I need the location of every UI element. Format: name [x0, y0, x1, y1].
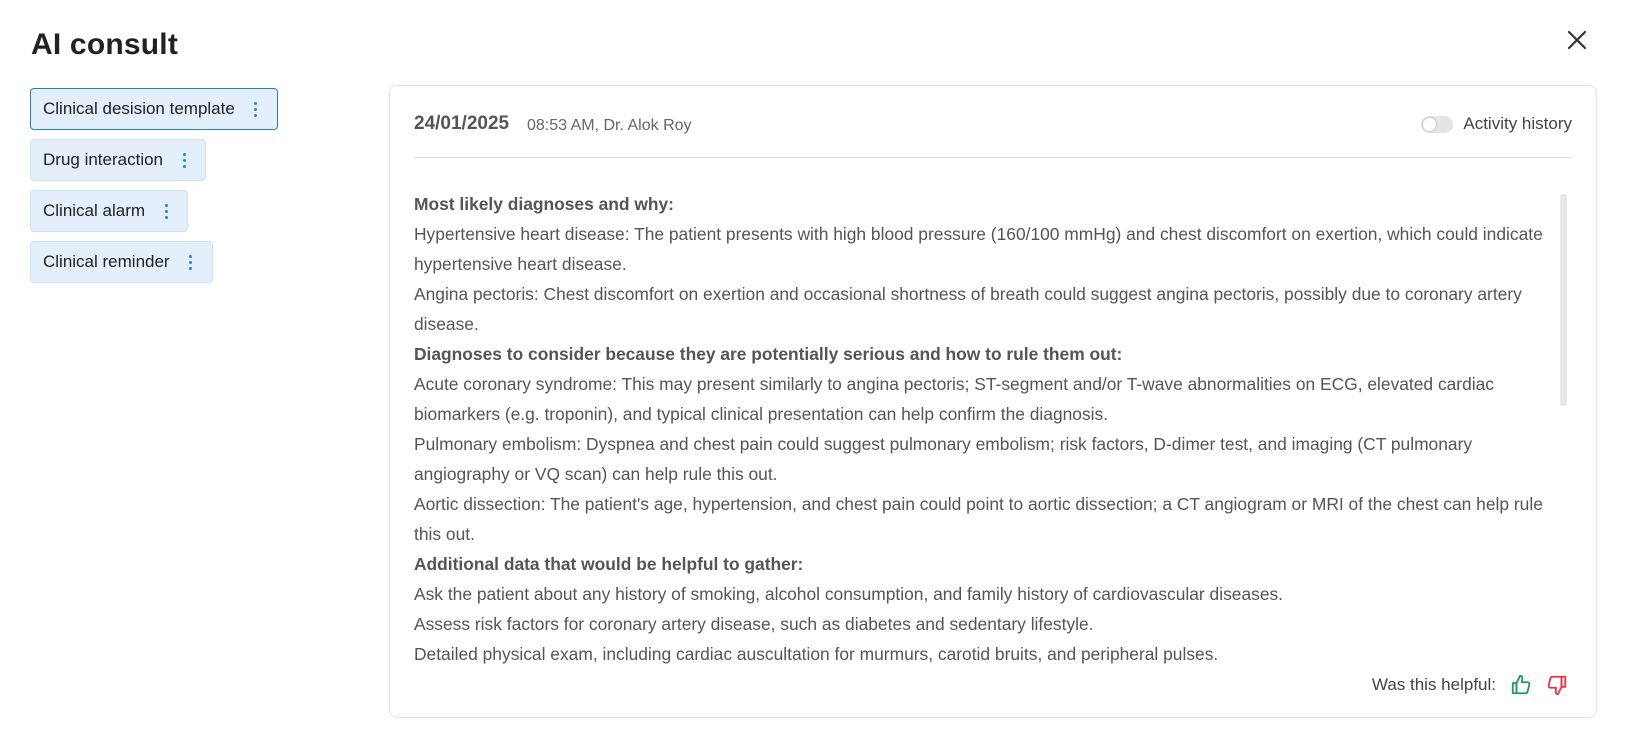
feedback-bar: [1372, 672, 1570, 698]
content-paragraph: Pulmonary embolism: Dyspnea and chest pain could suggest pulmonary embolism; risk factors, D-dimer test, and imaging (CT pulmonary angiography or VQ scan) can help rule this out.: [414, 434, 1473, 484]
content-paragraph: Aortic dissection: The patient's age, hypertension, and chest pain could point to aortic dissection; a CT angiogram or MRI of the chest can help rule this out.: [414, 494, 1543, 544]
consult-content[interactable]: [414, 189, 1549, 664]
content-heading: Diagnoses to consider because they are potentially serious and how to rule them out:: [414, 344, 1123, 364]
chip-label: Clinical reminder: [43, 252, 170, 271]
panel-header: [414, 86, 1572, 158]
consult-meta: 08:53 AM, Dr. Alok Roy: [527, 117, 692, 134]
feedback-label: Was this helpful:: [1371, 675, 1496, 694]
content-paragraph: Ask the patient about any history of smoking, alcohol consumption, and family history of cardiovascular diseases.: [414, 584, 1284, 604]
chip-label: Clinical desision template: [43, 99, 235, 118]
more-options-icon[interactable]: [249, 99, 263, 119]
activity-history-toggle[interactable]: [1421, 116, 1453, 133]
content-paragraph: Acute coronary syndrome: This may present similarly to angina pectoris; ST-segment and/or T-wave abnormalities on ECG, elevated cardiac biomarkers (e.g. troponin), and typical clinical presentation can help confirm the diagnosis.: [414, 374, 1495, 424]
thumbs-up-button[interactable]: [1508, 672, 1534, 698]
thumbs-down-icon: [1546, 674, 1568, 696]
consult-panel: [389, 85, 1597, 718]
more-options-icon[interactable]: [177, 150, 191, 170]
close-icon: [1566, 29, 1588, 51]
content-heading: Most likely diagnoses and why:: [414, 194, 674, 214]
thumbs-up-icon: [1510, 674, 1532, 696]
consult-date: 24/01/2025: [414, 113, 510, 134]
content-paragraph: Angina pectoris: Chest discomfort on exertion and occasional shortness of breath could suggest angina pectoris, possibly due to coronary artery disease.: [414, 284, 1522, 334]
chip-clinical-reminder[interactable]: [30, 241, 213, 283]
chip-label: Clinical alarm: [43, 201, 146, 220]
content-paragraph: Hypertensive heart disease: The patient presents with high blood pressure (160/100 mmHg) and chest discomfort on exertion, which could indicate hypertensive heart disease.: [414, 224, 1543, 274]
more-options-icon[interactable]: [184, 252, 198, 272]
chip-clinical-decision-template[interactable]: [30, 88, 278, 130]
content-heading: Additional data that would be helpful to gather:: [414, 554, 804, 574]
activity-history: [1421, 114, 1572, 134]
content-paragraph: Detailed physical exam, including cardiac auscultation for murmurs, carotid bruits, and peripheral pulses.: [414, 644, 1219, 664]
activity-history-label: Activity history: [1463, 114, 1572, 133]
more-options-icon[interactable]: [159, 201, 173, 221]
close-button[interactable]: [1563, 26, 1591, 54]
template-chip-list: [30, 88, 278, 292]
page-title: AI consult: [31, 28, 179, 61]
chip-label: Drug interaction: [43, 150, 164, 169]
chip-clinical-alarm[interactable]: [30, 190, 188, 232]
thumbs-down-button[interactable]: [1544, 672, 1570, 698]
chip-drug-interaction[interactable]: [30, 139, 206, 181]
content-paragraph: Assess risk factors for coronary artery disease, such as diabetes and sedentary lifestyle.: [414, 614, 1094, 634]
content-scrollbar[interactable]: [1560, 194, 1567, 406]
